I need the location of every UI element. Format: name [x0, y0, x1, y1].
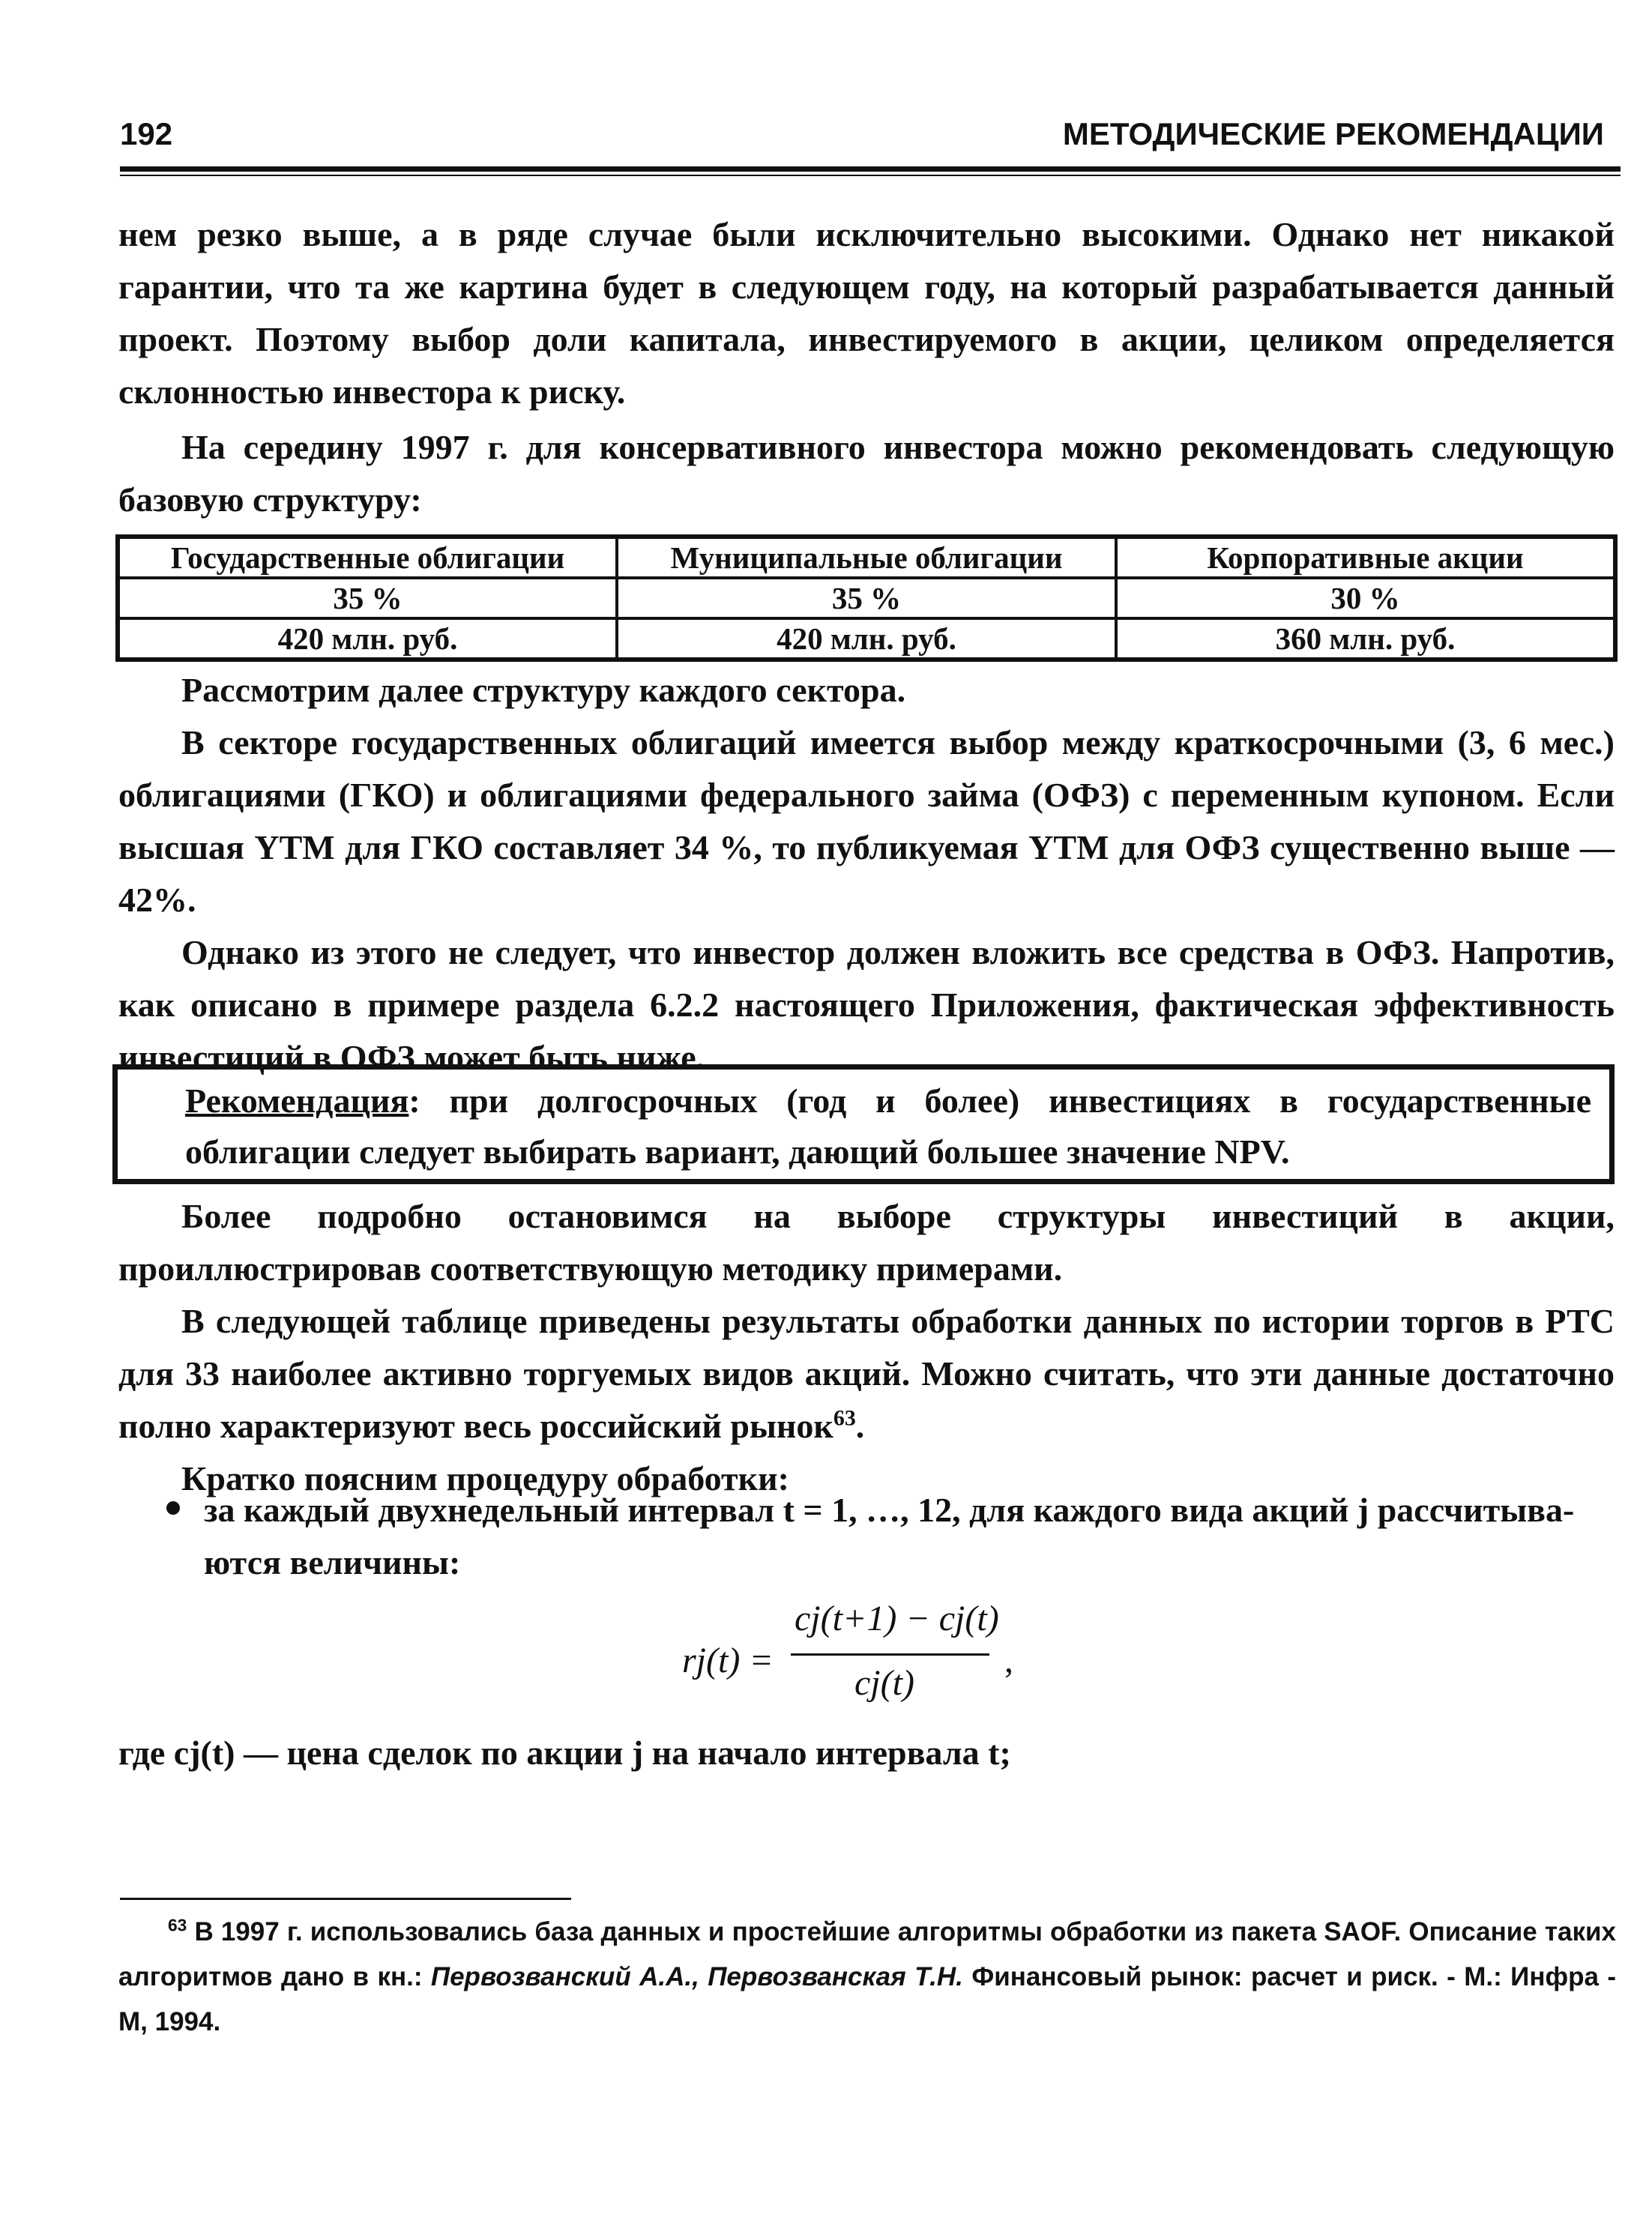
paragraph-continuation: нем резко выше, а в ряде случае были исключительно высокими. Однако нет никакой гарантии, что та же картина будет в следующем году, на который разрабатывается данный проект. Поэтому выбор доли капитала, инвестируемого в акции, целиком определяется склонностью инвестора к риску. [118, 215, 1615, 411]
table-row [118, 618, 1615, 660]
text-block-where [118, 1727, 1615, 1779]
table-header-row [118, 537, 1615, 578]
paragraph-ofz: Однако из этого не следует, что инвестор должен вложить все средства в ОФЗ. Напротив, как описано в примере раздела 6.2.2 настоящего Приложения, фактическая эффективность инвестиций в ОФЗ может быть ниже. [118, 933, 1615, 1076]
paragraph-rts-data [118, 1295, 1615, 1453]
recommendation-box [112, 1064, 1615, 1184]
header-rule-thin [120, 175, 1621, 176]
table-cell: 420 млн. руб. [118, 618, 617, 660]
paragraph-base-structure: На середину 1997 г. для консервативного инвестора можно рекомендовать следующую базовую структуру: [118, 428, 1615, 519]
table-header-cell: Государственные облигации [118, 537, 617, 578]
text-block-intro [118, 208, 1615, 526]
footnote [118, 1910, 1616, 2045]
footnote-reference[interactable]: 63 [833, 1405, 856, 1431]
text-block-stocks [118, 1190, 1615, 1505]
paragraph-rts-text: В следующей таблице приведены результаты обработки данных по истории торгов в РТС для 33 наиболее активно торгуемых видов акций. Можно считать, что эти данные достаточно полно характеризуют весь российский рынок [118, 1302, 1615, 1445]
table-cell: 35 % [617, 578, 1116, 618]
text-block-sectors [118, 664, 1615, 1084]
paragraph-rts-end: . [855, 1407, 865, 1445]
table-row [118, 578, 1615, 618]
bullet-item-line-1: за каждый двухнедельный интервал t = 1, …, 12, для каждого вида акций j рассчитыва- [204, 1491, 1575, 1529]
paragraph-where: где cj(t) — цена сделок по акции j на начало интервала t; [118, 1734, 1011, 1772]
fraction-bar [791, 1653, 989, 1656]
footnote-text-before: В 1997 г. использовались база данных и простейшие алгоритмы обработки из пакета SAOF. Описание таких алгоритмов дано в кн.: [118, 1917, 1616, 1991]
recommendation-label: Рекомендация [185, 1082, 409, 1120]
header-rule [120, 166, 1621, 172]
table-header-cell: Муниципальные облигации [617, 537, 1116, 578]
bullet-item-line-2: ются величины: [204, 1543, 461, 1581]
formula-denominator: cj(t) [854, 1663, 914, 1703]
table-cell: 35 % [118, 578, 617, 618]
table-cell: 420 млн. руб. [617, 618, 1116, 660]
investment-structure-table [115, 534, 1618, 662]
bullet-icon [166, 1501, 180, 1515]
footnote-authors: Первозванский А.А., Первозванская Т.Н. [430, 1962, 963, 1991]
paragraph-stocks: Более подробно остановимся на выборе структуры инвестиций в акции, проиллюстрировав соответствующую методику примерами. [118, 1197, 1615, 1288]
footnote-marker: 63 [168, 1915, 187, 1935]
formula-numerator: cj(t+1) − cj(t) [795, 1599, 999, 1638]
formula-lhs: rj(t) = [682, 1641, 774, 1680]
recommendation-text: : при долгосрочных (год и более) инвестициях в государственные облигации следует выбирать вариант, дающий большее значение NPV. [185, 1082, 1591, 1171]
footnote-text-after: Финансовый рынок: расчет и риск. - М.: Инфра - М, 1994. [118, 1962, 1616, 2036]
table-cell: 360 млн. руб. [1116, 618, 1615, 660]
return-formula [682, 1596, 1072, 1716]
paragraph-procedure: Кратко поясним процедуру обработки: [181, 1459, 789, 1497]
page-header [120, 116, 1604, 161]
paragraph-sectors: Рассмотрим далее структуру каждого сектора. [181, 671, 906, 709]
paragraph-government-bonds: В секторе государственных облигаций имеется выбор между краткосрочными (3, 6 мес.) облигациями (ГКО) и облигациями федерального займа (ОФЗ) с переменным купоном. Если высшая YTM для ГКО составляет 34 %, то публикуемая YTM для ОФЗ существенно выше — 42%. [118, 723, 1615, 919]
table-header-cell: Корпоративные акции [1116, 537, 1615, 578]
footnote-body [118, 1910, 1616, 2045]
footnote-separator [120, 1898, 571, 1900]
page-number: 192 [120, 116, 173, 151]
running-title: МЕТОДИЧЕСКИЕ РЕКОМЕНДАЦИИ [1062, 116, 1604, 151]
table-cell: 30 % [1116, 578, 1615, 618]
formula-comma: , [1004, 1641, 1013, 1680]
